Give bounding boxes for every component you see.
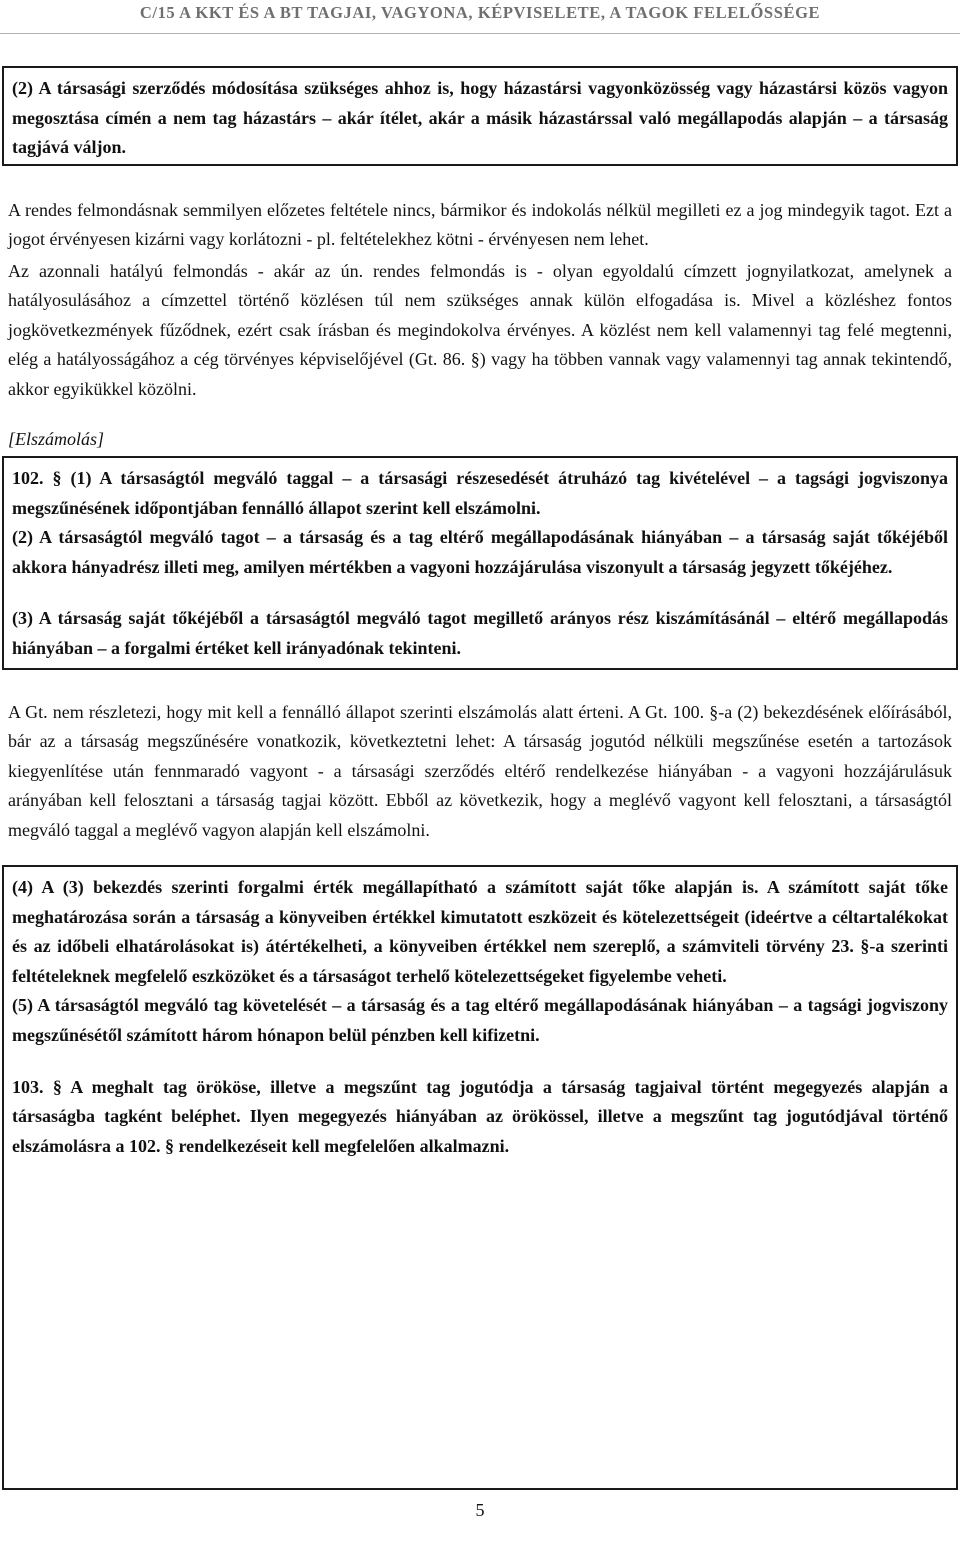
law-paragraph: (3) A társaság saját tőkéjéből a társaságtól megváló tagot megillető arányos rész kiszámításánál – eltérő megállapodás hiányában – a forgalmi értéket kell irányadónak tekinteni. — [12, 608, 948, 658]
commentary-text: A Gt. nem részletezi, hogy mit kell a fennálló állapot szerinti elszámolás alatt érteni. A Gt. 100. §-a (2) bekezdésének előírásából, bár az a társaság megszűnésére vonatkozik, következtetni lehet: A társaság jogutód nélküli megszűnése esetén a tartozások kiegyenlítése után fennmaradó vagyont - a társasági szerződés eltérő rendelkezése hiányában - a vagyoni hozzájárulásuk arányában kell felosztani a társaság tagjai között. Ebből az következik, hogy a meglévő vagyont kell felosztani, a társaságtól megváló taggal a meglévő vagyon alapján kell elszámolni. — [8, 702, 952, 840]
commentary-paragraph — [8, 257, 952, 404]
law-paragraph: (2) A társasági szerződés módosítása szükséges ahhoz is, hogy házastársi vagyonközösség vagy házastársi közös vagyon megosztása címén a nem tag házastárs – akár ítélet, akár a másik házastárssal való megállapodás alapján – a társaság tagjává váljon. — [12, 78, 948, 158]
law-excerpt-box-102-103 — [2, 865, 958, 1490]
law-paragraph: 103. § A meghalt tag örököse, illetve a megszűnt tag jogutódja a társaság tagjaival történt megegyezés alapján a társaságba tagként beléphet. Ilyen megegyezés hiányában az örökössel, illetve a megszűnt tag jogutódjával történő elszámolásra a 102. § rendelkezéseit kell megfelelően alkalmazni. — [12, 1076, 948, 1156]
law-paragraph: 102. § (1) A társaságtól megváló taggal – a társasági részesedését átruházó tag kivételével – a tagsági jogviszonya megszűnésének időpontjában fennálló állapot szerint kell elszámolni. — [12, 468, 948, 518]
law-paragraph: (5) A társaságtól megváló tag követelését – a társaság és a tag eltérő megállapodásának hiányában – a tagsági jogviszony megszűnésétől számított három hónapon belül pénzben kell kifizetni. — [12, 995, 948, 1045]
section-heading: [Elszámolás] — [8, 429, 105, 449]
law-paragraph: (2) A társaságtól megváló tagot – a társaság és a tag eltérő megállapodásának hiányában – a társaság saját tőkéjéből akkora hányadrész illeti meg, amilyen mértékben a vagyoni hozzájárulása viszonyult a társaság jegyzett tőkéjéhez. — [12, 527, 948, 577]
law-excerpt-box-102 — [2, 456, 958, 670]
page-number: 5 — [475, 1500, 485, 1520]
law-excerpt-box-2 — [2, 66, 958, 166]
header-divider — [0, 33, 960, 34]
commentary-text: A rendes felmondásnak semmilyen előzetes feltétele nincs, bármikor és indokolás nélkül megilleti ez a jog mindegyik tagot. Ezt a jogot érvényesen kizárni vagy korlátozni - pl. feltételekhez kötni - érvényesen nem lehet. — [8, 200, 952, 250]
law-paragraph: (4) A (3) bekezdés szerinti forgalmi érték megállapítható a számított saját tőke alapján is. A számított saját tőke meghatározása során a társaság a könyveiben értékkel kimutatott eszközeit és kötelezettségeit (ideértve a céltartalékokat és az időbeli elhatárolásokat is) átértékelheti, a könyveiben értékkel nem szereplő, a számviteli törvény 23. §-a szerinti feltételeknek megfelelő eszközöket és a társaságot terhelő kötelezettségeket figyelembe veheti. — [12, 877, 948, 986]
running-header — [0, 0, 960, 34]
header-title: C/15 A KKT ÉS A BT TAGJAI, VAGYONA, KÉPVISELETE, A TAGOK FELELŐSSÉGE — [139, 3, 821, 22]
commentary-text: Az azonnali hatályú felmondás - akár az ún. rendes felmondás is - olyan egyoldalú címzett jognyilatkozat, amelynek a hatályosulásához a címzettel történő közlésen túl nem szükséges annak külön elfogadása is. Mivel a közléshez fontos jogkövetkezmények fűződnek, ezért csak írásban és megindokolva érvényes. A közlést nem kell valamennyi tag felé megtenni, elég a hatályosságához a cég törvényes képviselőjével (Gt. 86. §) vagy ha többen vannak vagy valamennyi tag annak tekintendő, akkor egyikükkel közölni. — [8, 261, 952, 399]
commentary-paragraph — [8, 698, 952, 845]
commentary-paragraph — [8, 196, 952, 255]
